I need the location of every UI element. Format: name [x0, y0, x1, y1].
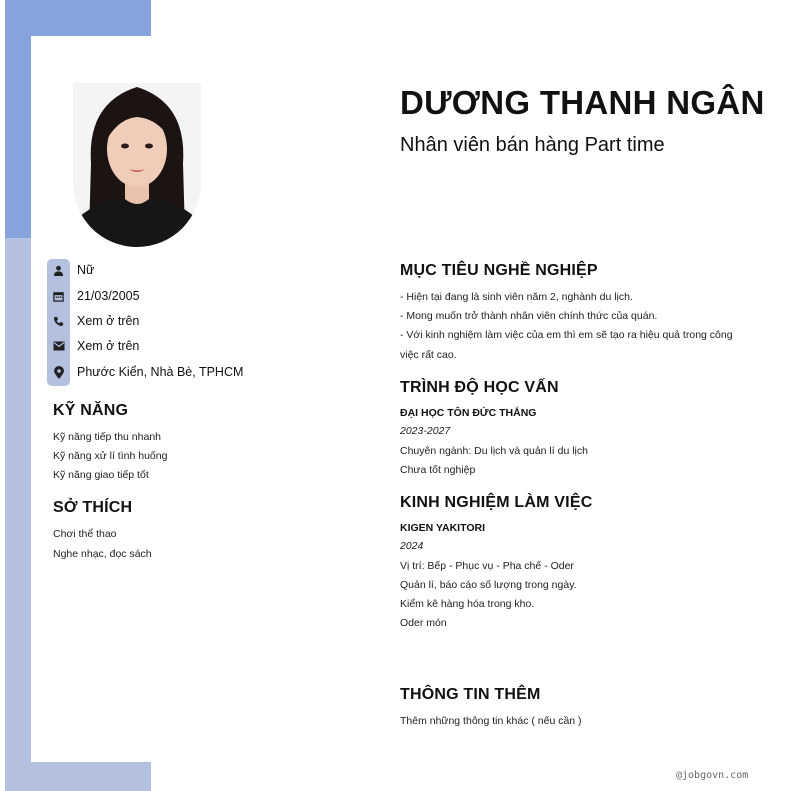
address-text: Phước Kiển, Nhà Bè, TPHCM	[77, 365, 244, 379]
phone-text: Xem ở trên	[77, 314, 140, 328]
contact-phone	[47, 309, 139, 333]
phone-icon	[47, 316, 70, 327]
user-icon	[47, 265, 70, 276]
more-info-title: THÔNG TIN THÊM	[400, 686, 541, 703]
candidate-name: DƯƠNG THANH NGÂN	[400, 84, 765, 121]
hobbies-title: SỞ THÍCH	[53, 499, 133, 516]
education-title: TRÌNH ĐỘ HỌC VẤN	[400, 379, 559, 396]
experience-line: Kiểm kê hàng hóa trong kho.	[400, 598, 535, 610]
contact-birthdate	[47, 284, 140, 308]
skill-item: Kỹ năng xử lí tình huống	[53, 450, 168, 462]
objective-line: - Hiện tại đang là sinh viên năm 2, nghành du lịch.	[400, 291, 633, 303]
hobby-item: Nghe nhạc, đọc sách	[53, 548, 152, 560]
education-period: 2023-2027	[400, 425, 451, 437]
objective-line: - Mong muốn trở thành nhân viên chính thức của quán.	[400, 310, 658, 322]
contact-address	[47, 360, 243, 384]
more-info-text: Thêm những thông tin khác ( nếu cần )	[400, 715, 582, 727]
profile-photo	[73, 83, 201, 247]
company-name: KIGEN YAKITORI	[400, 522, 485, 534]
school-name: ĐẠI HỌC TÔN ĐỨC THẮNG	[400, 407, 537, 419]
location-pin-icon	[47, 366, 70, 379]
contact-gender	[47, 258, 94, 282]
watermark: @jobgovn.com	[676, 770, 749, 781]
objective-title: MỤC TIÊU NGHỀ NGHIỆP	[400, 262, 598, 279]
objective-line: - Với kinh nghiệm làm việc của em thì em sẽ tạo ra hiệu quả trong công	[400, 329, 733, 341]
education-line: Chuyên ngành: Du lịch và quản lí du lịch	[400, 445, 588, 457]
hobby-item: Chơi thể thao	[53, 528, 117, 540]
email-text: Xem ở trên	[77, 339, 140, 353]
experience-title: KINH NGHIỆM LÀM VIỆC	[400, 494, 593, 511]
contact-email	[47, 334, 139, 358]
gender-text: Nữ	[77, 263, 95, 277]
candidate-role: Nhân viên bán hàng Part time	[400, 134, 665, 156]
calendar-icon	[47, 291, 70, 302]
skills-title: KỸ NĂNG	[53, 402, 129, 419]
skill-item: Kỹ năng tiếp thu nhanh	[53, 431, 162, 443]
skill-item: Kỹ năng giao tiếp tốt	[53, 469, 149, 481]
mail-icon	[47, 341, 70, 351]
objective-line: việc rất cao.	[400, 349, 457, 361]
experience-line: Oder món	[400, 617, 447, 629]
experience-line: Quản lí, báo cáo số lượng trong ngày.	[400, 579, 577, 591]
experience-period: 2024	[400, 540, 424, 552]
experience-line: Vị trí: Bếp - Phục vụ - Pha chế - Oder	[400, 560, 574, 572]
birthdate-text: 21/03/2005	[77, 289, 140, 303]
education-line: Chưa tốt nghiệp	[400, 464, 476, 476]
